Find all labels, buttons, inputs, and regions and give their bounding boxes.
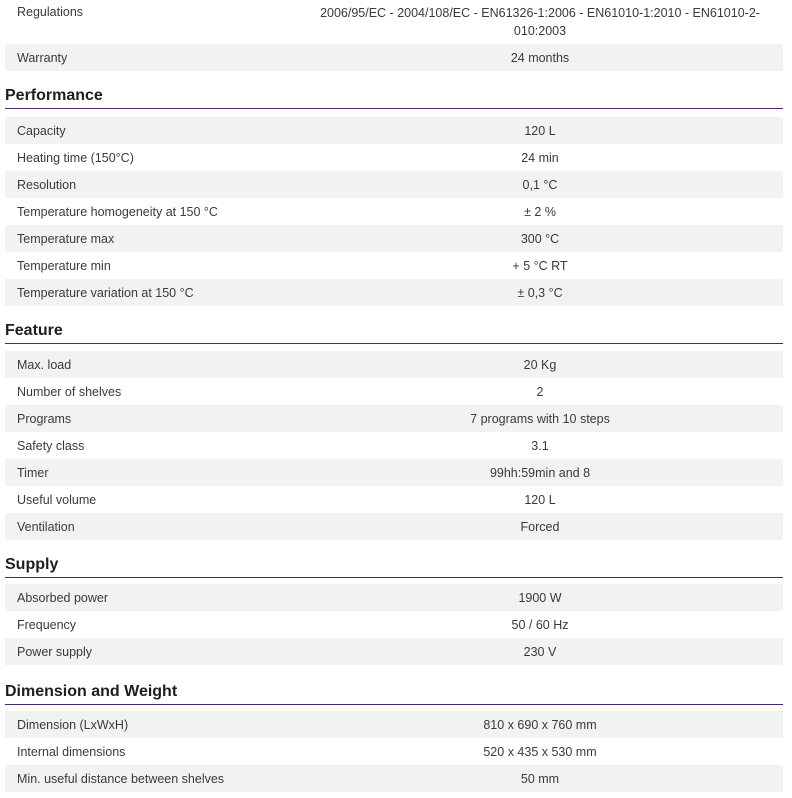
spec-label: Frequency — [17, 617, 77, 632]
spec-row — [5, 117, 783, 144]
spec-row — [5, 252, 783, 279]
spec-value: 3.1 — [531, 438, 549, 453]
spec-label: Useful volume — [17, 492, 97, 507]
spec-value: 230 V — [523, 644, 557, 659]
spec-row — [5, 378, 783, 405]
spec-label: Programs — [17, 411, 72, 426]
spec-row — [5, 225, 783, 252]
spec-value: Forced — [520, 519, 560, 534]
spec-row — [5, 171, 783, 198]
spec-value: ± 0,3 °C — [517, 285, 563, 300]
spec-row — [5, 279, 783, 306]
spec-label: Number of shelves — [17, 384, 122, 399]
spec-value: 0,1 °C — [522, 177, 558, 192]
spec-label: Absorbed power — [17, 590, 109, 605]
section-title-supply: Supply — [5, 540, 783, 578]
spec-label: Temperature max — [17, 231, 115, 246]
spec-label: Temperature min — [17, 258, 111, 273]
section-title-performance: Performance — [5, 71, 783, 109]
spec-label: Capacity — [17, 123, 66, 138]
spec-value: 50 / 60 Hz — [511, 617, 569, 632]
spec-row-warranty — [5, 44, 783, 71]
spec-value: 120 L — [524, 123, 556, 138]
spec-label: Power supply — [17, 644, 93, 659]
spec-label: Safety class — [17, 438, 85, 453]
spec-value: 50 mm — [520, 771, 560, 786]
spec-value: 300 °C — [520, 231, 560, 246]
spec-row — [5, 432, 783, 459]
spec-value: 24 min — [521, 150, 559, 165]
spec-row — [5, 486, 783, 513]
section-title-dimension-and-weight: Dimension and Weight — [5, 665, 783, 705]
spec-label: Regulations — [17, 5, 84, 19]
spec-row — [5, 405, 783, 432]
spec-label: Ventilation — [17, 519, 75, 534]
spec-row — [5, 459, 783, 486]
spec-row — [5, 738, 783, 765]
spec-row — [5, 638, 783, 665]
spec-value: ± 2 % — [524, 204, 556, 219]
spec-label: Temperature homogeneity at 150 °C — [17, 204, 218, 219]
spec-row — [5, 198, 783, 225]
spec-label: Timer — [17, 465, 49, 480]
spec-value: 1900 W — [518, 590, 562, 605]
spec-value: 20 Kg — [523, 357, 557, 372]
spec-row — [5, 351, 783, 378]
spec-label: Min. useful distance between shelves — [17, 771, 225, 786]
spec-label: Internal dimensions — [17, 744, 126, 759]
spec-value: 520 x 435 x 530 mm — [483, 744, 597, 759]
spec-label: Heating time (150°C) — [17, 150, 134, 165]
section-title-feature: Feature — [5, 306, 783, 344]
spec-value: 24 months — [510, 50, 570, 65]
spec-value: 2 — [536, 384, 544, 399]
spec-row-regulations — [5, 0, 783, 44]
spec-value: 810 x 690 x 760 mm — [483, 717, 597, 732]
spec-label: Resolution — [17, 177, 77, 192]
spec-sheet — [5, 0, 783, 792]
spec-label: Temperature variation at 150 °C — [17, 285, 194, 300]
spec-row — [5, 711, 783, 738]
spec-row — [5, 765, 783, 792]
spec-value: + 5 °C RT — [512, 258, 568, 273]
spec-row — [5, 584, 783, 611]
spec-value: 7 programs with 10 steps — [470, 411, 610, 426]
spec-value: 99hh:59min and 8 — [489, 465, 591, 480]
spec-row — [5, 513, 783, 540]
spec-label: Dimension (LxWxH) — [17, 717, 129, 732]
spec-row — [5, 144, 783, 171]
spec-value: 120 L — [524, 492, 556, 507]
spec-label: Warranty — [17, 50, 68, 65]
spec-label: Max. load — [17, 357, 72, 372]
spec-row — [5, 611, 783, 638]
spec-value: 2006/95/EC - 2004/108/EC - EN61326-1:2006 - EN61010-1:2010 - EN61010-2-010:2003 — [320, 6, 760, 38]
